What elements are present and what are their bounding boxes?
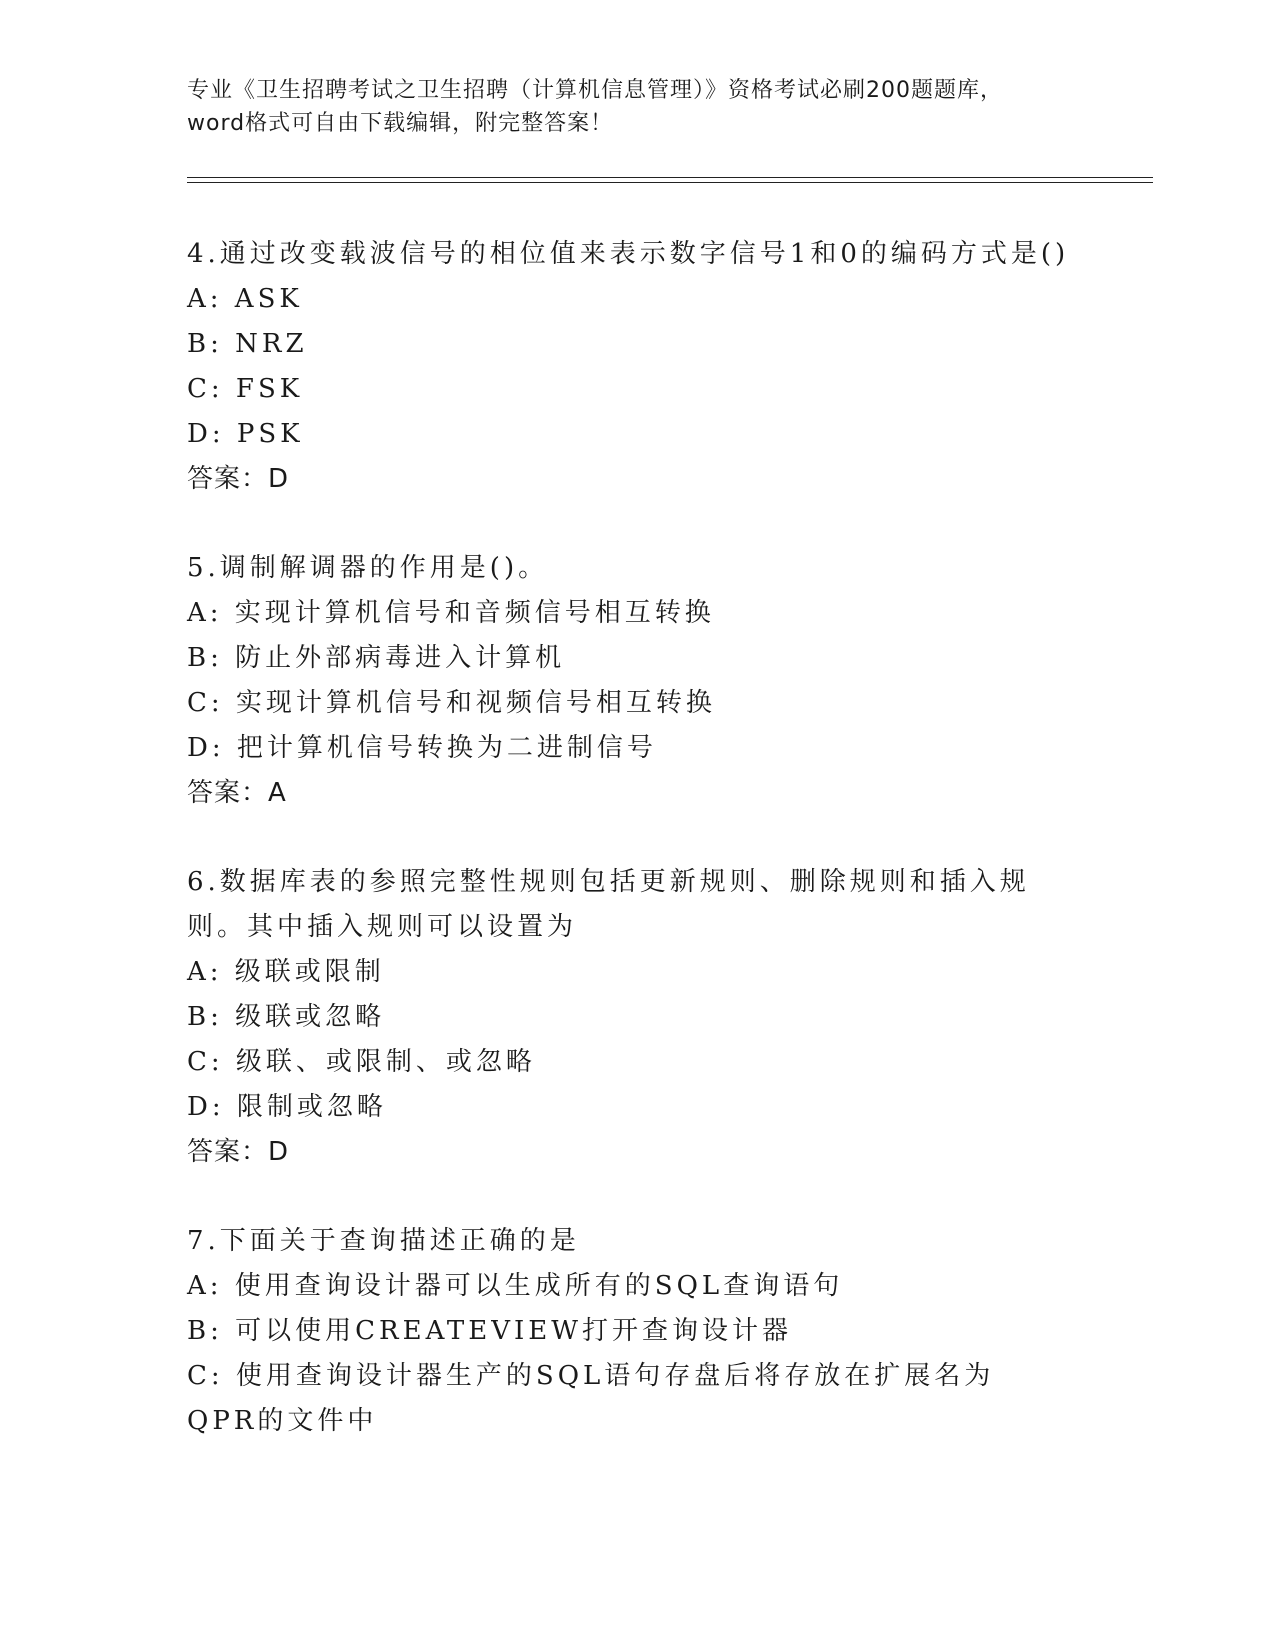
option-a: A: 级联或限制 — [187, 957, 385, 987]
answer-text: 答案：D — [187, 464, 290, 494]
header-subtitle-line: word格式可自由下载编辑，附完整答案！ — [187, 111, 614, 136]
option-b: B: NRZ — [187, 329, 308, 359]
option-d: D: PSK — [187, 419, 304, 449]
option-b: B: 可以使用CREATEVIEW打开查询设计器 — [187, 1316, 793, 1346]
header-divider-bottom — [187, 182, 1153, 183]
answer-text: 答案：A — [187, 778, 287, 808]
option-c: C: 级联、或限制、或忽略 — [187, 1047, 536, 1077]
question-5 — [187, 546, 1087, 816]
option-a: A: ASK — [187, 284, 303, 314]
option-c: C: 实现计算机信号和视频信号相互转换 — [187, 688, 716, 718]
option-b: B: 防止外部病毒进入计算机 — [187, 643, 566, 673]
document-header — [187, 74, 1087, 140]
option-a: A: 实现计算机信号和音频信号相互转换 — [187, 598, 715, 628]
header-divider-top — [187, 177, 1153, 178]
question-stem: 4.通过改变载波信号的相位值来表示数字信号1和0的编码方式是() — [187, 239, 1070, 269]
question-stem: 7.下面关于查询描述正确的是 — [187, 1226, 580, 1256]
question-4 — [187, 232, 1087, 502]
question-stem: 5.调制解调器的作用是()。 — [187, 553, 549, 583]
option-c: C: 使用查询设计器生产的SQL语句存盘后将存放在扩展名为QPR的文件中 — [187, 1361, 995, 1436]
question-stem: 6.数据库表的参照完整性规则包括更新规则、删除规则和插入规则。其中插入规则可以设置为 — [187, 867, 1030, 942]
question-6 — [187, 860, 1087, 1175]
option-d: D: 把计算机信号转换为二进制信号 — [187, 733, 657, 763]
question-list — [187, 232, 1087, 1488]
answer-text: 答案：D — [187, 1137, 290, 1167]
header-title-line: 专业《卫生招聘考试之卫生招聘（计算机信息管理）》资格考试必刷200题题库， — [187, 78, 1003, 103]
question-7 — [187, 1219, 1087, 1444]
option-a: A: 使用查询设计器可以生成所有的SQL查询语句 — [187, 1271, 844, 1301]
option-c: C: FSK — [187, 374, 304, 404]
option-d: D: 限制或忽略 — [187, 1092, 387, 1122]
option-b: B: 级联或忽略 — [187, 1002, 386, 1032]
